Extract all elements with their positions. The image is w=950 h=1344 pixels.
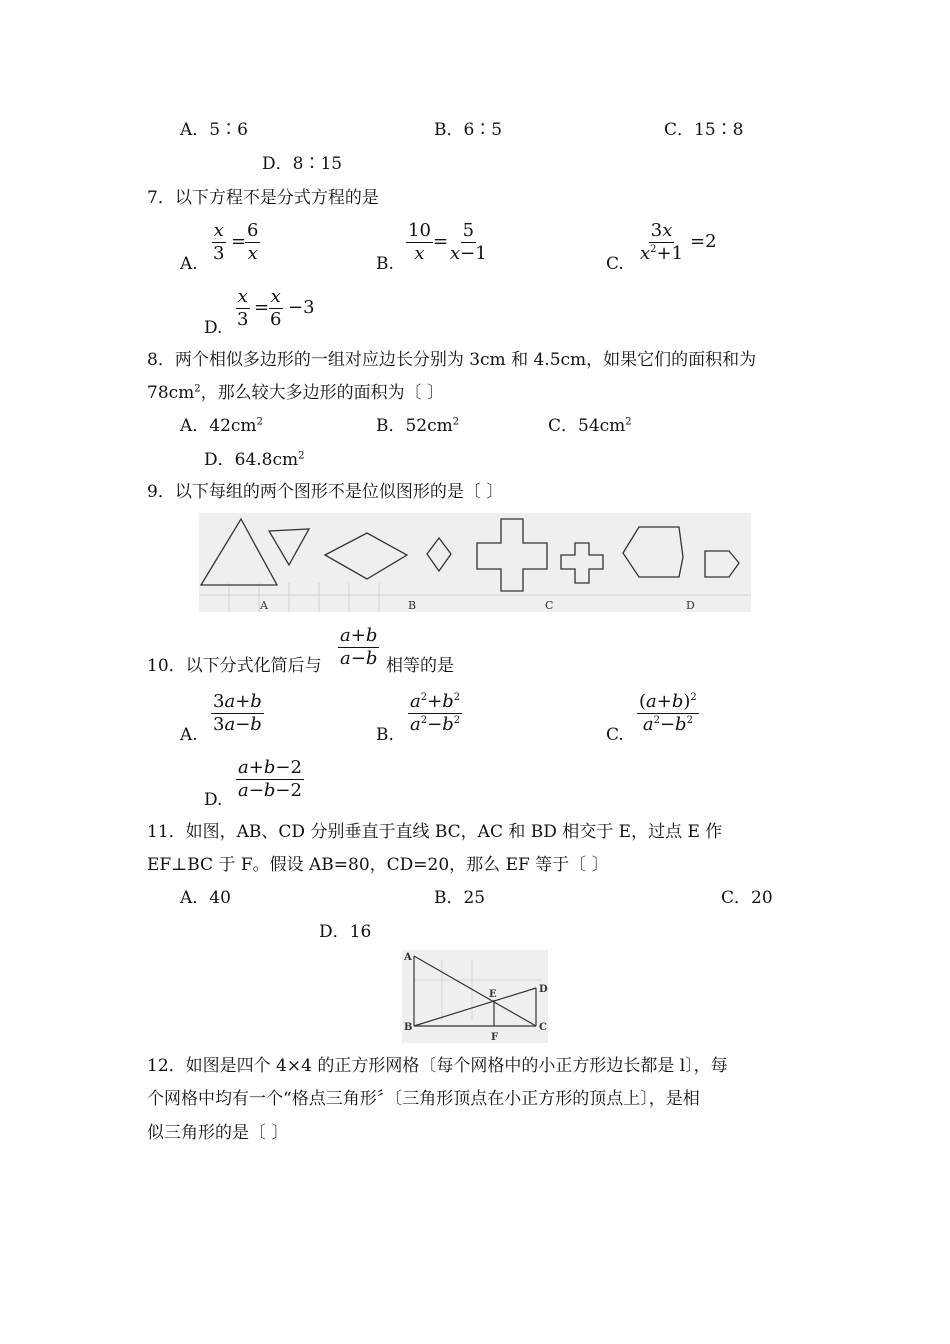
q9-figure-label-b: B (408, 599, 417, 612)
q11-stem-line1: 11．如图，AB、CD 分别垂直于直线 BC，AC 和 BD 相交于 E，过点 E 作 (147, 822, 723, 842)
q12-stem-line2: 个网格中均有一个“格点三角形〞〔三角形顶点在小正方形的顶点上〕，是相 (147, 1089, 700, 1109)
q7-equation-a-left: $\frac{x}{3}$ (213, 220, 225, 264)
q11-point-e: E (489, 989, 497, 1000)
q8-stem-line2: $78cm^2$，那么较大多边形的面积为〔 〕 (147, 383, 445, 403)
q7-label-a: A. (180, 254, 198, 274)
q7-equals: = (231, 231, 247, 252)
q11-point-c: C (539, 1022, 547, 1033)
q11-point-d: D (539, 984, 548, 995)
q11-option-a: A．40 (180, 888, 231, 908)
q7-equation-b-right: $\frac{5}{x-1}$ (450, 220, 487, 264)
q8-option-a: A．$42cm^2$ (180, 416, 263, 436)
q10-target-fraction: $\frac{a+b}{a-b}$ (340, 625, 378, 669)
q6-option-a: A．5∶6 (180, 120, 248, 140)
q11-point-f: F (491, 1032, 499, 1043)
q8-option-b: B．$52cm^2$ (376, 416, 460, 436)
q10-label-a: A. (180, 725, 198, 745)
q7-label-d: D. (204, 318, 223, 338)
q7-equation-c-right: =2 (690, 231, 717, 252)
q7-minus-three: −3 (288, 297, 315, 318)
q11-option-c: C．20 (721, 888, 773, 908)
q6-option-c: C．15∶8 (664, 120, 744, 140)
q10-option-b-fraction: $\frac{a^2+b^2}{a^2-b^2}$ (410, 691, 461, 735)
q9-figure-label-d: D (686, 599, 695, 612)
q12-stem-line1: 12．如图是四个 4×4 的正方形网格〔每个网格中的小正方形边长都是 l〕，每 (147, 1056, 728, 1076)
q10-option-c-fraction: $\frac{(a+b)^2}{a^2-b^2}$ (639, 691, 697, 735)
q8-stem-line1: 8．两个相似多边形的一组对应边长分别为 3cm 和 4.5cm，如果它们的面积和为 (147, 350, 757, 370)
q10-label-c: C. (606, 725, 624, 745)
q7-equation-c-left: $\frac{3x}{x^2+1}$ (640, 220, 684, 264)
q10-stem-post: 相等的是 (386, 656, 454, 676)
q10-stem-pre: 10．以下分式化简后与 (147, 656, 322, 676)
q10-label-d: D. (204, 790, 223, 810)
q11-option-d: D．16 (319, 922, 372, 942)
q7-equation-d-right: $\frac{x}{6}$ (270, 286, 282, 330)
q6-option-d: D．8∶15 (262, 154, 343, 174)
q10-option-d-fraction: $\frac{a+b-2}{a-b-2}$ (238, 757, 302, 801)
q7-equals: = (254, 297, 270, 318)
q8-option-d: D．$64.8cm^2$ (204, 450, 305, 470)
q7-equation-b-left: $\frac{10}{x}$ (408, 220, 431, 264)
q9-figure-label-a: A (260, 599, 268, 612)
q9-figure (199, 513, 751, 612)
q11-option-b: B．25 (434, 888, 486, 908)
q12-stem-line3: 似三角形的是〔 〕 (147, 1123, 289, 1143)
q10-option-a-fraction: $\frac{3a+b}{3a-b}$ (213, 691, 262, 735)
q11-figure (402, 950, 548, 1043)
q6-option-b: B．6∶5 (434, 120, 503, 140)
q11-point-a: A (404, 952, 412, 963)
q7-equation-a-right: $\frac{6}{x}$ (247, 220, 259, 264)
q9-stem: 9．以下每组的两个图形不是位似图形的是〔 〕 (147, 482, 504, 502)
q10-label-b: B. (376, 725, 394, 745)
q11-point-b: B (404, 1022, 413, 1033)
q8-option-c: C．$54cm^2$ (548, 416, 632, 436)
q7-stem: 7．以下方程不是分式方程的是 (147, 188, 379, 208)
q7-equals: = (433, 231, 449, 252)
q7-label-b: B. (376, 254, 394, 274)
q9-figure-label-c: C (545, 599, 554, 612)
q11-stem-line2: EF⊥BC 于 F。假设 AB=80，CD=20，那么 EF 等于〔 〕 (147, 855, 609, 875)
q7-equation-d-left: $\frac{x}{3}$ (237, 286, 249, 330)
q7-label-c: C. (606, 254, 624, 274)
